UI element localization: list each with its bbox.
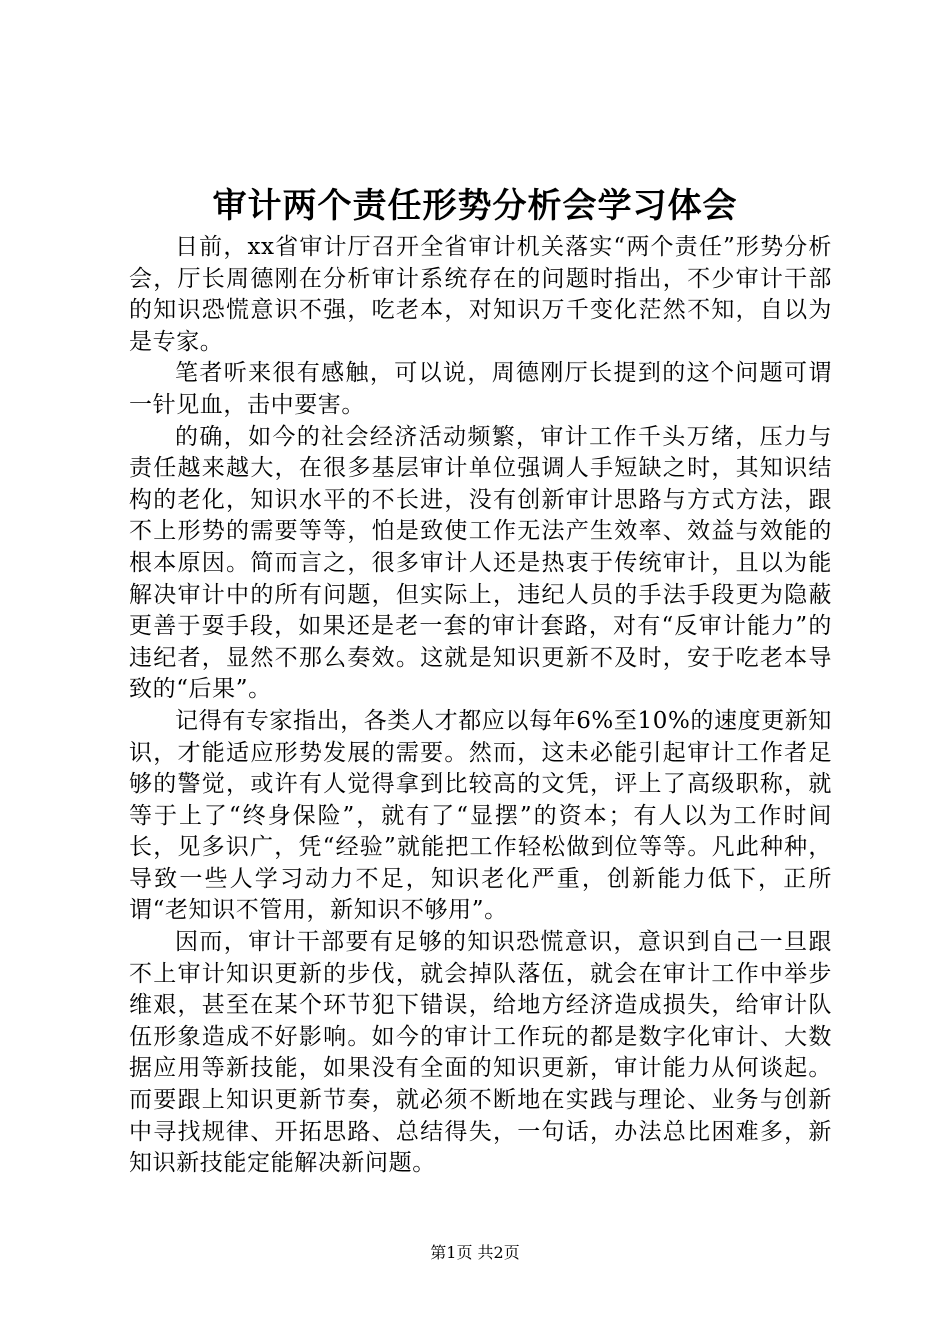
paragraph-1: 日前，xx省审计厅召开全省审计机关落实“两个责任”形势分析会，厅长周德刚在分析审计系统存在的问题时指出，不少审计干部的知识恐慌意识不强，吃老本，对知识万千变化茫然不知，自以为是专家。 — [129, 234, 832, 355]
paragraph-2: 笔者听来很有感触，可以说，周德刚厅长提到的这个问题可谓一针见血，击中要害。 — [129, 360, 832, 418]
paragraph-5: 因而，审计干部要有足够的知识恐慌意识，意识到自己一旦跟不上审计知识更新的步伐，就会掉队落伍，就会在审计工作中举步维艰，甚至在某个环节犯下错误，给地方经济造成损失，给审计队伍形象造成不好影响。如今的审计工作玩的都是数字化审计、大数据应用等新技能，如果没有全面的知识更新，审计能力从何谈起。而要跟上知识更新节奏，就必须不断地在实践与理论、业务与创新中寻找规律、开拓思路、总结得失，一句话，办法总比困难多，新知识新技能定能解决新问题。 — [129, 929, 832, 1177]
paragraph-3: 的确，如今的社会经济活动频繁，审计工作千头万绪，压力与责任越来越大，在很多基层审计单位强调人手短缺之时，其知识结构的老化，知识水平的不长进，没有创新审计思路与方式方法，跟不上形势的需要等等，怕是致使工作无法产生效率、效益与效能的根本原因。简而言之，很多审计人还是热衷于传统审计，且以为能解决审计中的所有问题，但实际上，违纪人员的手法手段更为隐蔽更善于耍手段，如果还是老一套的审计套路，对有“反审计能力”的违纪者，显然不那么奏效。这就是知识更新不及时，安于吃老本导致的“后果”。 — [129, 423, 832, 703]
document-body — [129, 232, 832, 1180]
page-number-footer: 第1页 共2页 — [430, 1243, 520, 1262]
paragraph-4: 记得有专家指出，各类人才都应以每年6%至10%的速度更新知识，才能适应形势发展的需要。然而，这未必能引起审计工作者足够的警觉，或许有人觉得拿到比较高的文凭，评上了高级职称，就等于上了“终身保险”，就有了“显摆”的资本；有人以为工作时间长，见多识广，凭“经验”就能把工作轻松做到位等等。凡此种种，导致一些人学习动力不足，知识老化严重，创新能力低下，正所谓“老知识不管用，新知识不够用”。 — [129, 707, 833, 924]
document-title: 审计两个责任形势分析会学习体会 — [212, 186, 738, 226]
